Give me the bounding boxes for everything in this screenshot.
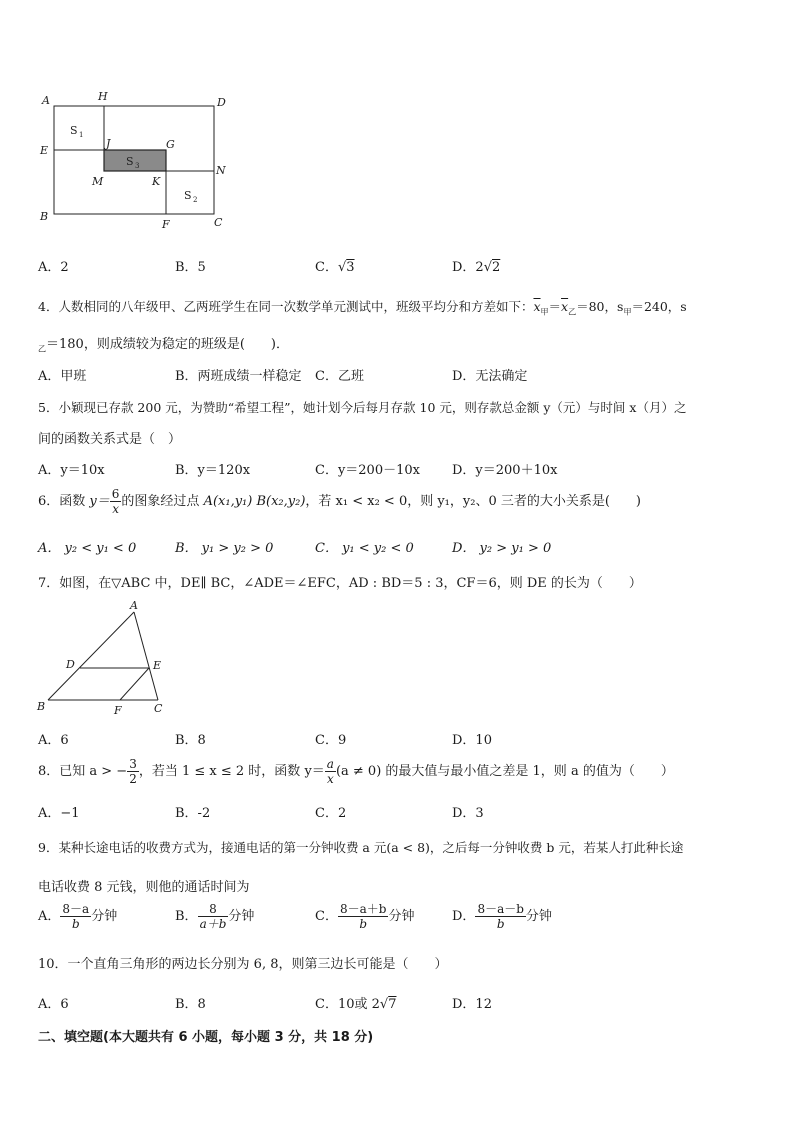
q9-option-c-frac [338,902,388,931]
q7-label-E: E [153,659,162,672]
q9-d-den: b [496,917,505,931]
q9-option-c [315,900,414,934]
q5-option-b: B．y＝120x [175,463,251,478]
label-D: D [217,96,226,109]
q9-d-post: 分钟 [525,909,552,924]
q4-option-b: B．两班成绩一样稳定 [175,369,302,384]
q9-line1: 9．某种长途电话的收费方式为，接通电话的第一分钟收费 a 元(a < 8)，之后每一分钟收费 b 元，若某人打此种长途 [38,840,684,855]
q4-sub-jia: 甲 [540,307,549,317]
q6-option-a: A． y₂ < y₁ < 0 [38,541,137,556]
q4-option-a: A．甲班 [38,369,87,384]
label-B: B [40,210,49,223]
q7-option-b: B．8 [175,733,206,748]
section-heading-fill-in-blank: 二、填空题(本大题共有 6 小题，每小题 3 分，共 18 分) [38,1030,374,1045]
q7-label-F: F [114,704,122,716]
q10-option-d: D．12 [452,997,492,1012]
q9-line2: 电话收费 8 元钱，则他的通话时间为 [38,880,250,895]
q9-option-d [452,900,552,934]
q6-frac-den: x [112,502,119,516]
q7-stem: 7．如图，在▽ABC 中，DE∥ BC，∠ADE＝∠EFC，AD : BD＝5 : 3，CF＝6，则 DE 的长为（ ） [38,576,642,591]
q4-sub-jia2: 甲 [623,307,632,317]
q9-d-num: 8－a－b [477,902,524,916]
label-H: H [98,90,108,103]
q9-option-d-frac [475,902,525,931]
q9-option-b-frac [198,902,229,931]
q3-option-c-radicand: 3 [346,260,355,275]
q9-c-num: 8－a＋b [339,902,387,916]
q7-option-d: D．10 [452,733,492,748]
q8-pre: 8．已知 a > − [38,764,128,779]
label-G: G [166,138,175,151]
q8-frac2 [325,757,336,786]
q4-xbar: $\overline{x}$ [533,299,541,314]
q8-option-a: A．−1 [38,806,80,821]
q4-option-c: C．乙班 [315,369,364,384]
q7-label-A: A [130,599,138,612]
q9-option-a-frac [60,902,91,931]
q9-option-d-prefix: D． [452,909,476,924]
q7-option-a: A．6 [38,733,69,748]
label-E: E [40,144,49,157]
label-A: A [42,94,50,107]
q9-a-den: b [71,917,80,931]
q9-b-num: 8 [198,902,229,917]
q9-a-post: 分钟 [91,909,118,924]
q8-stem [38,755,674,789]
q6-mid: 的图象经过点 [121,494,200,509]
q9-option-b-prefix: B． [175,909,198,924]
q9-option-a-prefix: A． [38,909,61,924]
q9-b-den: a＋b [199,917,227,931]
label-F: F [162,218,170,231]
q6-func-y: y＝ [89,494,110,509]
q7-label-C: C [154,702,163,715]
q5-option-c: C．y＝200－10x [315,463,420,478]
q9-a-num: 8－a [62,902,90,916]
q8-mid: ，若当 1 ≤ x ≤ 2 时，函数 y＝ [138,764,325,779]
q9-option-c-prefix: C． [315,909,338,924]
label-S3: S [126,155,134,168]
q10-option-c-radicand: 7 [388,997,397,1012]
q6-fraction [110,487,122,516]
q9-c-post: 分钟 [388,909,415,924]
q5-option-a: A．y＝10x [38,463,105,478]
q9-b-post: 分钟 [228,909,255,924]
label-C: C [214,216,223,229]
q8-frac2-num: a [326,757,334,771]
q9-c-den: b [359,917,368,931]
q3-figure [30,86,240,234]
q7-figure [32,598,177,716]
q6-stem [38,485,641,519]
label-S3-sub: 3 [135,162,140,170]
q9-option-a [38,900,117,934]
q6-pre: 6．函数 [38,494,86,509]
q5-line1: 5．小颖现已存款 200 元，为赞助“希望工程”，她计划今后每月存款 10 元，则存款总金额 y（元）与时间 x（月）之 [38,400,687,415]
q4-text-d: ＝240，s [631,299,687,314]
q6-cond: ，若 x₁ < x₂ < 0，则 y₁，y₂、0 三者的大小关系是( ) [305,494,642,509]
q4-xbar2: $\overline{x}$ [561,299,569,314]
q8-option-b: B．-2 [175,806,211,821]
q4-line2 [38,333,289,355]
sqrt-symbol: √ [483,260,492,275]
q10-stem: 10．一个直角三角形的两边长分别为 6, 8，则第三边长可能是（ ） [38,957,448,972]
label-J: J [106,137,111,150]
q7-label-D: D [66,658,75,671]
q10-option-a: A．6 [38,997,69,1012]
q3-option-b: B．5 [175,260,206,275]
q4-sub-yi2: 乙 [38,344,46,354]
label-S1-sub: 1 [79,131,84,139]
label-S2-sub: 2 [193,196,198,204]
q6-points: A(x₁,y₁) B(x₂,y₂) [203,494,306,509]
q3-option-d [452,256,500,275]
q8-frac2-den: x [326,772,334,786]
label-S1: S [70,124,78,137]
q3-option-d-prefix: D．2 [452,260,484,275]
sqrt-symbol: √ [337,260,347,275]
q10-option-c [315,993,396,1012]
q4-text-c: ＝80，s [576,299,624,314]
q8-post: (a ≠ 0) 的最大值与最小值之差是 1，则 a 的值为（ ） [335,764,674,779]
label-K: K [152,175,161,188]
q9-option-b [175,900,254,934]
sqrt-symbol: √ [379,997,389,1012]
q6-option-d: D． y₂ > y₁ > 0 [452,541,552,556]
q7-option-c: C．9 [315,733,347,748]
q8-option-d: D．3 [452,806,484,821]
q3-option-c [315,256,355,275]
q3-option-c-prefix: C． [315,260,338,275]
q8-option-c: C．2 [315,806,347,821]
q6-option-c: C． y₁ < y₂ < 0 [315,541,414,556]
q10-option-c-prefix: C．10或 2 [315,997,380,1012]
q6-frac-num: 6 [111,487,120,501]
q5-option-d: D．y＝200＋10x [452,463,558,478]
q8-frac1 [127,757,139,786]
q4-text-line2: ＝180，则成绩较为稳定的班级是( )． [46,337,289,352]
q6-option-b: B． y₁ > y₂ > 0 [175,541,274,556]
label-S2: S [184,189,192,202]
label-N: N [216,164,226,177]
q3-option-a: A．2 [38,260,69,275]
q4-text: 4．人数相同的八年级甲、乙两班学生在同一次数学单元测试中，班级平均分和方差如下： [38,299,534,314]
q5-line2: 间的函数关系式是（ ） [38,432,182,447]
label-M: M [92,175,104,188]
q10-option-b: B．8 [175,997,206,1012]
q4-eq: ＝ [548,299,562,314]
q4-line1 [38,297,687,318]
q8-frac1-den: 2 [129,772,137,786]
q7-label-B: B [37,700,46,713]
q4-option-d: D．无法确定 [452,369,528,384]
q8-frac1-num: 3 [129,757,137,771]
q4-sub-yi: 乙 [568,307,577,317]
q3-option-d-radicand: 2 [492,260,501,275]
